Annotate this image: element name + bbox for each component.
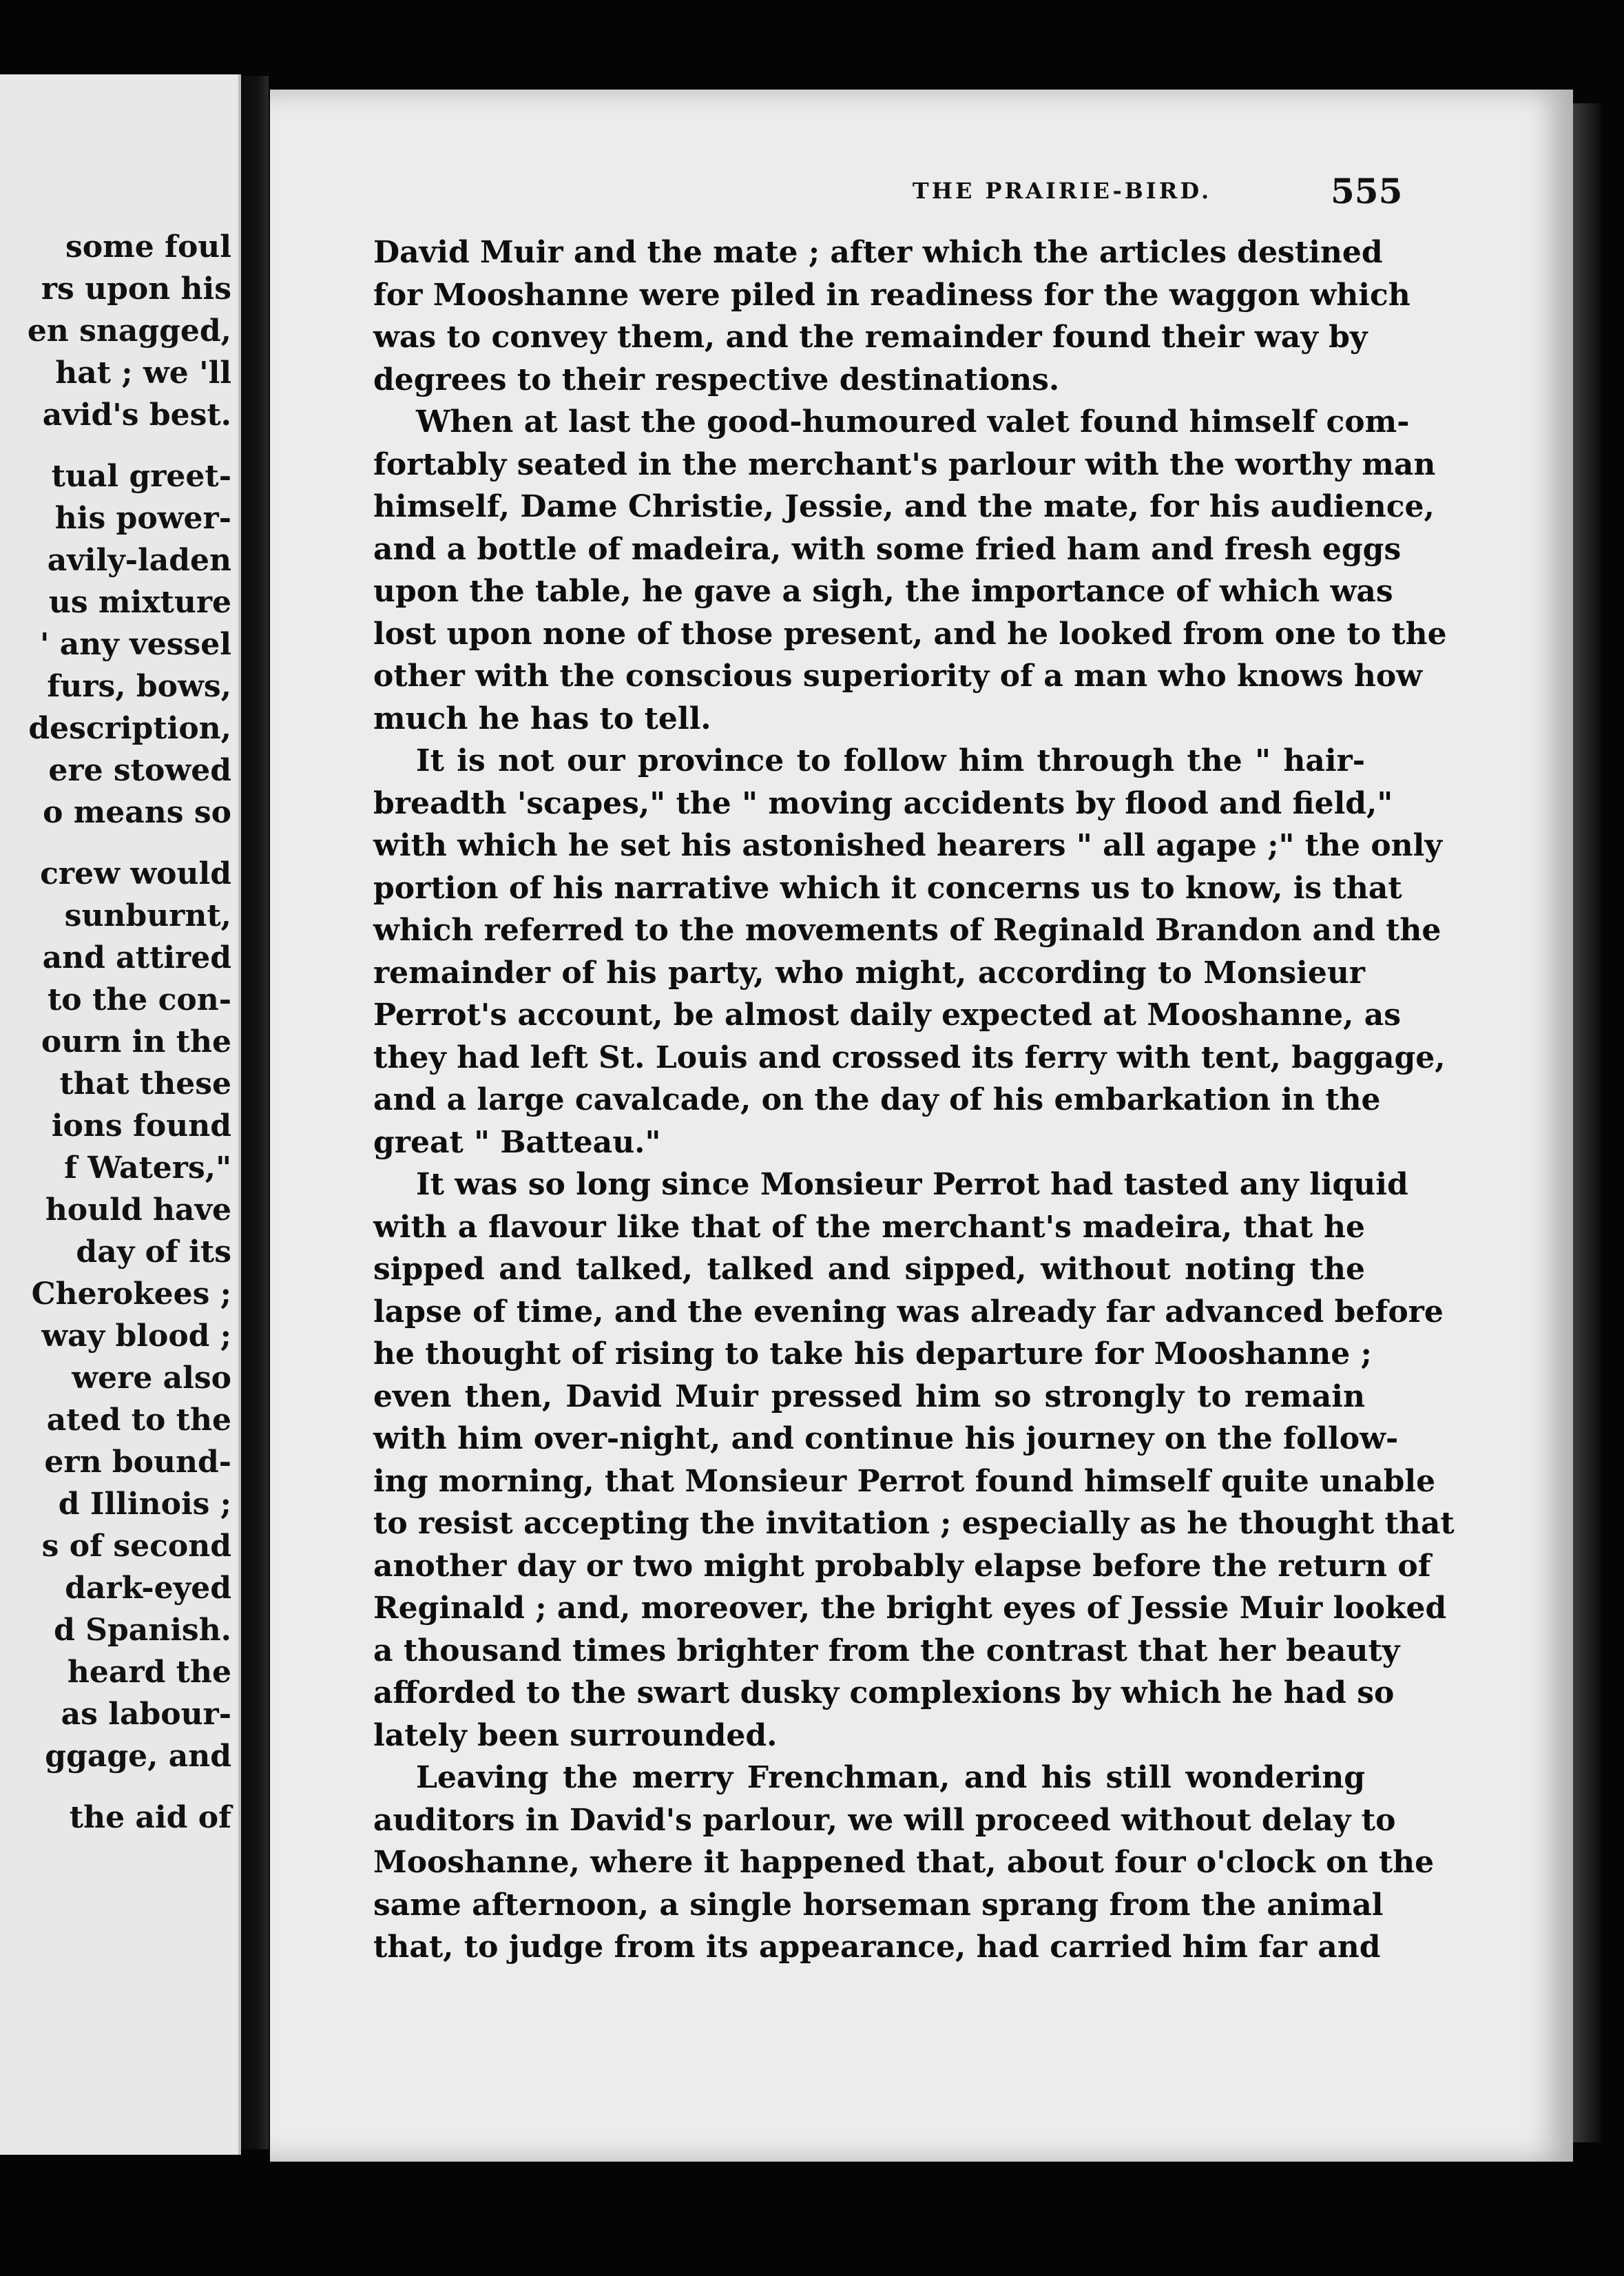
text-line: with a flavour like that of the merchant's madeira, that he (373, 1209, 1365, 1245)
previous-page-line: us mixture (48, 585, 231, 620)
text-line: fortably seated in the merchant's parlour with the worthy man (373, 446, 1436, 482)
previous-page-line: rs upon his (41, 271, 231, 307)
previous-page-line: ggage, and (45, 1739, 231, 1774)
text-line: sipped and talked, talked and sipped, without noting the (373, 1252, 1365, 1287)
previous-page-line: ere stowed (48, 753, 231, 788)
previous-page-line: d Spanish. (54, 1613, 231, 1648)
text-line: with which he set his astonished hearers " all agape ;" the only (373, 828, 1442, 863)
text-line: that, to judge from its appearance, had carried him far and (373, 1930, 1381, 1965)
previous-page-line: way blood ; (41, 1318, 231, 1354)
text-line: lately been surrounded. (373, 1717, 778, 1753)
previous-page-line: his power- (54, 501, 231, 536)
previous-page-line: avid's best. (42, 397, 231, 433)
paragraph (373, 401, 1447, 740)
previous-page-line: hat ; we 'll (55, 355, 231, 391)
text-line: a thousand times brighter from the contrast that her beauty (373, 1633, 1400, 1668)
paragraph (373, 740, 1446, 1163)
text-line: and a bottle of madeira, with some fried ham and fresh eggs (373, 531, 1402, 567)
text-line: was to convey them, and the remainder found their way by (373, 320, 1368, 355)
text-line: auditors in David's parlour, we will proceed without delay to (373, 1802, 1396, 1838)
text-line: to resist accepting the invitation ; especially as he thought that (373, 1506, 1455, 1541)
previous-page-line: some foul (65, 229, 231, 265)
previous-page-line: heard the (67, 1655, 231, 1690)
text-line: Reginald ; and, moreover, the bright eyes of Jessie Muir looked (373, 1591, 1447, 1626)
text-line: lapse of time, and the evening was already far advanced before (373, 1294, 1444, 1330)
paragraph (373, 1163, 1455, 1757)
text-line: ing morning, that Monsieur Perrot found himself quite unable (373, 1463, 1436, 1499)
previous-page-line: ourn in the (41, 1024, 231, 1059)
text-line: they had left St. Louis and crossed its ferry with tent, baggage, (373, 1039, 1446, 1075)
text-line: It is not our province to follow him through the " hair- (416, 743, 1365, 778)
previous-page-line: avily-laden (47, 543, 231, 578)
text-line: remainder of his party, who might, according to Monsieur (373, 955, 1365, 991)
previous-page-line: sunburnt, (64, 898, 231, 933)
previous-page-line: that these (59, 1066, 231, 1101)
text-line: which referred to the movements of Reginald Brandon and the (373, 913, 1441, 948)
text-line: Perrot's account, be almost daily expected at Mooshanne, as (373, 997, 1401, 1033)
page-number: 555 (1331, 171, 1403, 211)
previous-page-line: to the con- (47, 982, 231, 1017)
previous-page-line: en snagged, (27, 313, 231, 349)
text-line: Mooshanne, where it happened that, about four o'clock on the (373, 1845, 1435, 1880)
text-line: lost upon none of those present, and he looked from one to the (373, 616, 1447, 652)
previous-page-line: ' any vessel (40, 627, 231, 662)
text-line: Leaving the merry Frenchman, and his still wondering (416, 1760, 1365, 1795)
text-line: It was so long since Monsieur Perrot had tasted any liquid (416, 1167, 1408, 1202)
previous-page-line: the aid of (69, 1800, 231, 1835)
text-line: afforded to the swart dusky complexions by which he had so (373, 1675, 1395, 1710)
previous-page-line: Cherokees ; (31, 1276, 231, 1312)
text-line: himself, Dame Christie, Jessie, and the mate, for his audience, (373, 489, 1435, 524)
previous-page-line: tual greet- (51, 459, 231, 494)
text-line: portion of his narrative which it concerns us to know, is that (373, 870, 1402, 906)
previous-page-fragment (0, 74, 241, 2155)
running-head: THE PRAIRIE-BIRD. (912, 178, 1212, 204)
previous-page-line: ern bound- (44, 1445, 231, 1480)
text-line: breadth 'scapes," the " moving accidents by flood and field," (373, 785, 1393, 821)
text-line: for Mooshanne were piled in readiness for the waggon which (373, 277, 1410, 313)
text-line: same afternoon, a single horseman sprang from the animal (373, 1887, 1384, 1923)
previous-page-lines (0, 226, 231, 1839)
text-line: upon the table, he gave a sigh, the importance of which was (373, 574, 1393, 609)
previous-page-line: s of second (41, 1529, 231, 1564)
previous-page-line: crew would (40, 856, 231, 891)
previous-page-line: f Waters," (64, 1150, 231, 1186)
previous-page-line: dark-eyed (65, 1571, 231, 1606)
previous-page-line: as labour- (61, 1697, 231, 1732)
text-line: he thought of rising to take his departure for Mooshanne ; (373, 1336, 1372, 1372)
text-line: and a large cavalcade, on the day of his embarkation in the (373, 1082, 1381, 1117)
text-line: David Muir and the mate ; after which the articles destined (373, 235, 1383, 270)
book-gutter (241, 76, 269, 2149)
previous-page-line: were also (72, 1361, 231, 1396)
page-body-text (373, 231, 1455, 1969)
page-edge-shadow (1573, 103, 1601, 2142)
previous-page-line: d Illinois ; (58, 1487, 231, 1522)
text-line: much he has to tell. (373, 701, 711, 736)
previous-page-line: day of its (76, 1234, 231, 1270)
text-line: with him over-night, and continue his journey on the follow- (373, 1421, 1399, 1456)
previous-page-line: ions found (51, 1108, 231, 1144)
text-line: great " Batteau." (373, 1124, 661, 1160)
previous-page-line: o means so (43, 795, 231, 830)
previous-page-line: ated to the (46, 1403, 231, 1438)
text-line: even then, David Muir pressed him so strongly to remain (373, 1378, 1365, 1414)
text-line: When at last the good-humoured valet found himself com- (416, 404, 1410, 439)
text-line: degrees to their respective destinations. (373, 362, 1060, 397)
current-page (270, 90, 1573, 2162)
previous-page-line: hould have (45, 1192, 231, 1228)
previous-page-line: and attired (42, 940, 231, 975)
previous-page-line: furs, bows, (47, 669, 231, 704)
text-line: another day or two might probably elapse before the return of (373, 1548, 1431, 1584)
previous-page-line: description, (28, 711, 231, 746)
paragraph (373, 231, 1410, 401)
paragraph (373, 1757, 1435, 1969)
text-line: other with the conscious superiority of a man who knows how (373, 659, 1423, 694)
